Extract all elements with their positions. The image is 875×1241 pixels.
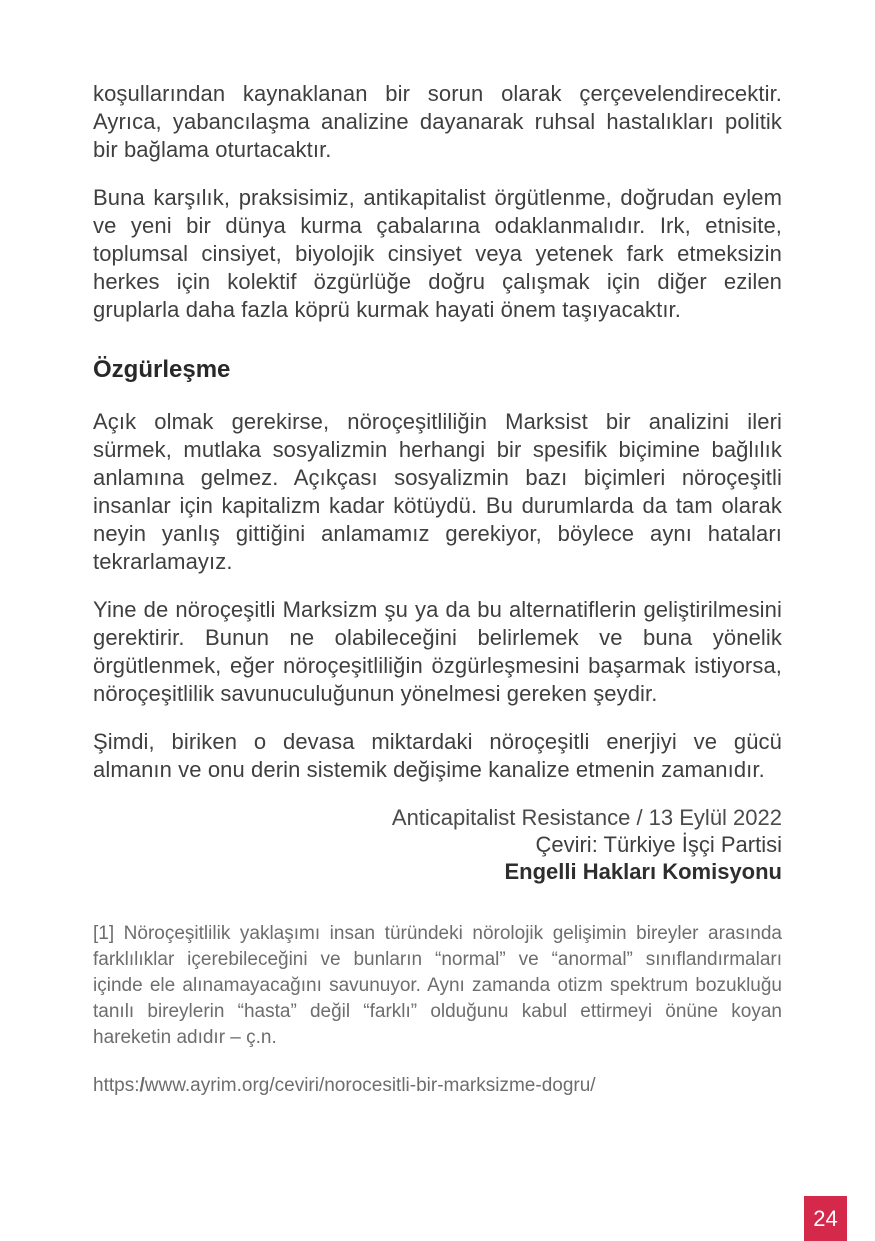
source-url <box>93 1073 782 1099</box>
paragraph-alternatives: Yine de nöroçeşitli Marksizm şu ya da bu alternatiflerin geliştirilmesini gerektirir. Bunun ne olabileceğini belirlemek ve buna yönelik örgütlenmek, eğer nöroçeşitliliğin özgürleşmesini başarmak istiyorsa, nöroçeşitlilik savunuculuğunun yönelmesi gereken şeydir. <box>93 597 782 706</box>
page-content <box>93 80 782 1099</box>
paragraph-framing: koşullarından kaynaklanan bir sorun olarak çerçevelendirecektir. Ayrıca, yabancılaşma analizine dayanarak ruhsal hastalıkları politik bir bağlama oturtacaktır. <box>93 81 782 162</box>
paragraph-analysis: Açık olmak gerekirse, nöroçeşitliliğin Marksist bir analizini ileri sürmek, mutlaka sosyalizmin herhangi bir spesifik biçimine bağlılık anlamına gelmez. Açıkçası sosyalizmin bazı biçimleri nöroçeşitli insanlar için kapitalizm kadar kötüydü. Bu durumlarda da tam olarak neyin yanlış gittiğini anlamamız gerekiyor, böylece aynı hataları tekrarlamayız. <box>93 409 782 574</box>
paragraph-energy: Şimdi, biriken o devasa miktardaki nöroçeşitli enerjiyi ve gücü almanın ve onu derin sistemik değişime kanalize etmenin zamanıdır. <box>93 729 782 782</box>
url-slash: / <box>139 1075 145 1096</box>
attribution-block <box>93 804 782 885</box>
attribution-translator: Çeviri: Türkiye İşçi Partisi <box>535 832 782 857</box>
page-number-badge <box>804 1196 847 1241</box>
section-heading: Özgürleşme <box>93 356 231 383</box>
attribution-committee: Engelli Hakları Komisyonu <box>504 859 782 884</box>
url-path: www.ayrim.org/ceviri/norocesitli-bir-marksizme-dogru/ <box>144 1075 596 1096</box>
attribution-source-date: Anticapitalist Resistance / 13 Eylül 2022 <box>391 805 782 830</box>
footnote-1: [1] Nöroçeşitlilik yaklaşımı insan türündeki nörolojik gelişimin bireyler arasında farklılıklar içerebileceğini ve bunların “normal” ve “anormal” sınıflandırmaları içinde ele alınamayacağını savunuyor. Aynı zamanda otizm spektrum bozukluğu tanılı bireylerin “hasta” değil “farklı” olduğunu kabul ettirmeyi önüne koyan hareketin adıdır – ç.n. <box>93 923 782 1048</box>
url-scheme: https: <box>93 1075 140 1096</box>
paragraph-praxis: Buna karşılık, praksisimiz, antikapitalist örgütlenme, doğrudan eylem ve yeni bir dünya kurma çabalarına odaklanmalıdır. Irk, etnisite, toplumsal cinsiyet, biyolojik cinsiyet veya yetenek fark etmeksizin herkes için kolektif özgürlüğe doğru çalışmak için diğer ezilen gruplarla daha fazla köprü kurmak hayati önem taşıyacaktır. <box>93 185 782 322</box>
page-number: 24 <box>813 1205 838 1231</box>
